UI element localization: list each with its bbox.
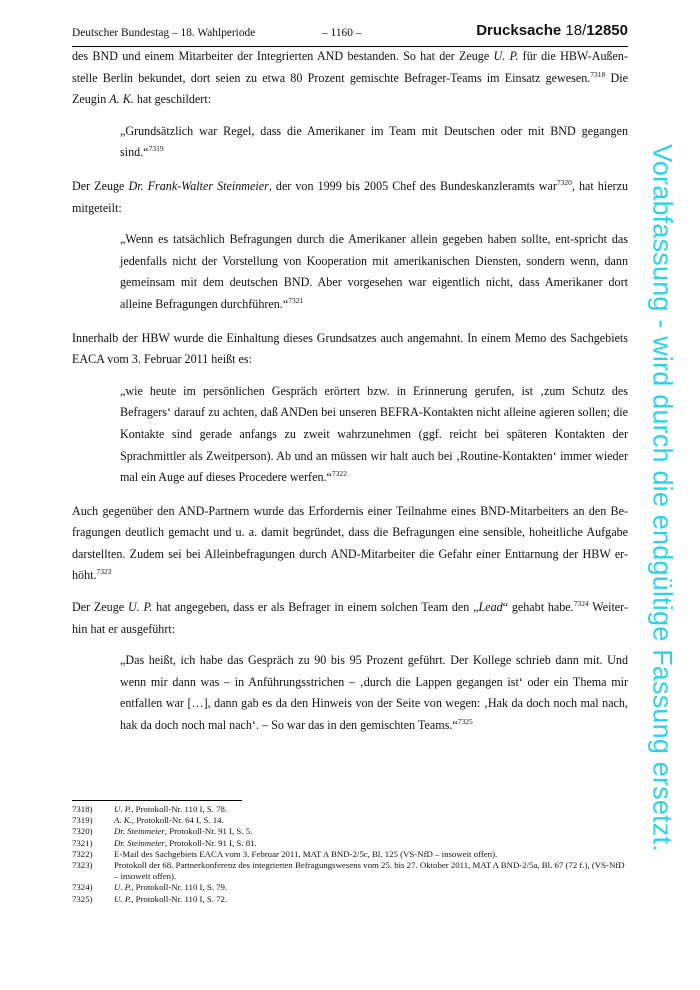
draft-watermark: [637, 128, 687, 868]
footnote-number: 7319): [72, 815, 93, 826]
footnote-number: 7325): [72, 893, 93, 904]
paragraph: [72, 501, 628, 587]
witness-name: U. P.: [493, 49, 519, 63]
footnote: [72, 838, 628, 849]
text-run: Der Zeuge: [72, 600, 128, 615]
text-run: hat geschildert:: [133, 92, 212, 107]
footnote-text: [114, 804, 628, 815]
quote-text: „Grundsätzlich war Regel, dass die Amerikaner im Team mit Deutschen oder mit BND gegangen sind.“: [120, 123, 628, 160]
quote: [120, 381, 628, 489]
page-header: [72, 22, 628, 47]
paragraph: [72, 176, 628, 219]
footnote: [72, 882, 628, 893]
footnote-name: Dr. Steinmeier: [114, 837, 165, 848]
header-doc-label: Drucksache: [476, 22, 562, 39]
footnote-text: [114, 849, 628, 860]
witness-name: U. P.: [127, 600, 153, 615]
paragraph: [72, 597, 628, 640]
text-run: Innerhalb der HBW wurde die Einhaltung dieses Grundsatzes auch angemahnt. In einem Memo des Sachgebiets EACA vom 3. Februar 2011 heißt es:: [72, 330, 628, 367]
quote: [120, 229, 628, 315]
footnote: [72, 894, 628, 905]
footnotes: [72, 800, 628, 905]
footnote-text: [114, 838, 628, 849]
footnote-ref: 7320: [556, 177, 572, 187]
footnote-source: , Protokoll-Nr. 110 I, S. 79.: [131, 882, 228, 893]
footnote-source: , Protokoll-Nr. 110 I, S. 78.: [131, 804, 228, 814]
footnote-ref: 7325: [457, 717, 473, 727]
footnote-source: Protokoll der 68. Partnerkonferenz des integrierten Befragungswesens vom 25. bis 27. Oktober 2011, MAT A BND-2/5a, Bl. 67 (72 f.), (VS-NfD – insoweit offen).: [114, 860, 625, 882]
footnote-number: 7320): [72, 826, 93, 837]
footnote-text: [114, 815, 628, 826]
text-run: Die Zeugin: [72, 70, 628, 107]
footnote-ref: 7319: [148, 144, 164, 154]
text-run: Der Zeuge: [72, 178, 129, 193]
header-page-number: – 1160 –: [322, 27, 362, 39]
footnote-name: U. P.: [114, 804, 132, 814]
footnote-text: [114, 894, 628, 905]
watermark-text: Vorabfassung - wird durch die endgültige Fassung ersetzt.: [647, 144, 678, 852]
paragraph: [72, 328, 628, 371]
footnote-number: 7324): [72, 882, 93, 893]
paragraph: [72, 46, 628, 111]
text-run: des BND und einem Mitarbeiter der Integrierten AND bestanden. So hat der Zeuge: [72, 49, 494, 63]
text-run: hat angegeben, dass er als Befrager in einem solchen Team den „: [152, 600, 479, 615]
header-doc-prefix: 18/: [565, 22, 587, 39]
footnote-number: 7322): [72, 848, 93, 859]
footnote-source: , Protokoll-Nr. 91 I, S. 5.: [164, 826, 253, 837]
witness-name: A. K.: [109, 92, 134, 107]
footnote-text: [114, 882, 628, 893]
footnote: [72, 826, 628, 837]
footnote: [72, 815, 628, 826]
footnote-ref: 7322: [331, 469, 347, 479]
quote: [120, 121, 628, 164]
footnote-name: U. P.: [114, 882, 132, 893]
footnote-text: [114, 860, 628, 882]
witness-name: Dr. Frank-Walter Steinmeier: [128, 178, 269, 193]
footnote: [72, 804, 628, 815]
footnote-name: Dr. Steinmeier: [114, 826, 165, 837]
text-run: “ gehabt habe.: [502, 600, 574, 615]
footnote-number: 7321): [72, 837, 93, 848]
footnote: [72, 849, 628, 860]
quote-text: „Wenn es tatsächlich Befragungen durch die Amerikaner allein gegeben haben sollte, ent-spricht das jedenfalls nicht der Vorstellung von Kooperation mit amerikanischen Diensten, sondern wenn, dann gemeinsam mit dem deutschen BND. Aber vorgesehen war eigentlich nicht, dass Amerikaner dort alleine Befragungen durchführen.“: [120, 232, 628, 311]
quote-text: „Das heißt, ich habe das Gespräch zu 90 bis 95 Prozent geführt. Der Kollege schrieb dann mit. Und wenn mir dann was – in Anführungsstrichen – ‚durch die Lappen gegangen ist‘ oder ein Thema mir entfallen war […], dann gab es da den Hinweis von der Seite von wegen: ‚Hak da doch noch mal nach, hak da doch noch mal nach‘. – So war das in den gemischten Teams.“: [120, 653, 628, 733]
footnote-ref: 7318: [590, 69, 606, 79]
footnote-source: , Protokoll-Nr. 91 I, S. 81.: [164, 837, 257, 848]
header-parliament: Deutscher Bundestag – 18. Wahlperiode: [72, 27, 256, 39]
footnote-name: A. K.: [114, 815, 132, 826]
footnote-text: [114, 826, 628, 837]
footnote-name: U. P.: [114, 893, 132, 904]
footnote-source: , Protokoll-Nr. 64 I, S. 14.: [131, 815, 224, 826]
header-document-number: [476, 22, 628, 39]
header-doc-number: 12850: [586, 22, 628, 39]
footnote-ref: 7323: [96, 567, 112, 577]
footnote-source: E-Mail des Sachgebiets EACA vom 3. Februar 2011, MAT A BND-2/5c, Bl. 125 (VS-NfD – insoweit offen).: [114, 848, 498, 859]
main-text: [72, 46, 628, 749]
quote: [120, 650, 628, 736]
text-run: für die HBW-Außen-stelle Berlin bekundet, dort seien zu etwa 80 Prozent gemischte Befrager-Teams im Einsatz gewesen.: [72, 49, 628, 85]
text-run: Weiter-hin hat er ausgeführt:: [72, 600, 628, 636]
term-lead: Lead: [478, 600, 503, 615]
footnote-ref: 7321: [288, 295, 304, 305]
footnote: [72, 860, 628, 882]
footnote-number: 7323): [72, 860, 93, 871]
text-run: Auch gegenüber den AND-Partnern wurde das Erfordernis einer Teilnahme eines BND-Mitarbeiters an den Be-fragungen deutlich gemacht und u. a. damit begründet, dass die Befragungen eine sensible, hoheitliche Aufgabe darstellten. Zudem sei bei Alleinbefragungen durch AND-Mitarbeiter die Gefahr einer Enttarnung der HBW er-höht.: [72, 503, 628, 583]
footnote-ref: 7324: [573, 599, 589, 609]
footnote-number: 7318): [72, 804, 93, 814]
text-run: , der von 1999 bis 2005 Chef des Bundeskanzleramts war: [268, 178, 557, 193]
footnote-source: , Protokoll-Nr. 110 I, S. 72.: [131, 893, 228, 904]
footnote-divider: [72, 800, 242, 801]
quote-text: „wie heute im persönlichen Gespräch erörtert bzw. in Erinnerung gerufen, ist ‚zum Schutz des Befragers‘ darauf zu achten, daß ANDen bei unseren BEFRA-Kontakten nicht alleine agieren sollen; die Kontakte sind gerade anfangs zu zweit wahrzunehmen (ggf. reicht bei späteren Kontakten der Sprachmittler als Zweitperson). Ab und an müssen wir halt auch bei ‚Routine-Kontakten‘ immer wieder mal ein Auge auf dieses Procedere werfen.“: [120, 383, 628, 485]
text-run: , hat hierzu mitgeteilt:: [72, 178, 628, 215]
